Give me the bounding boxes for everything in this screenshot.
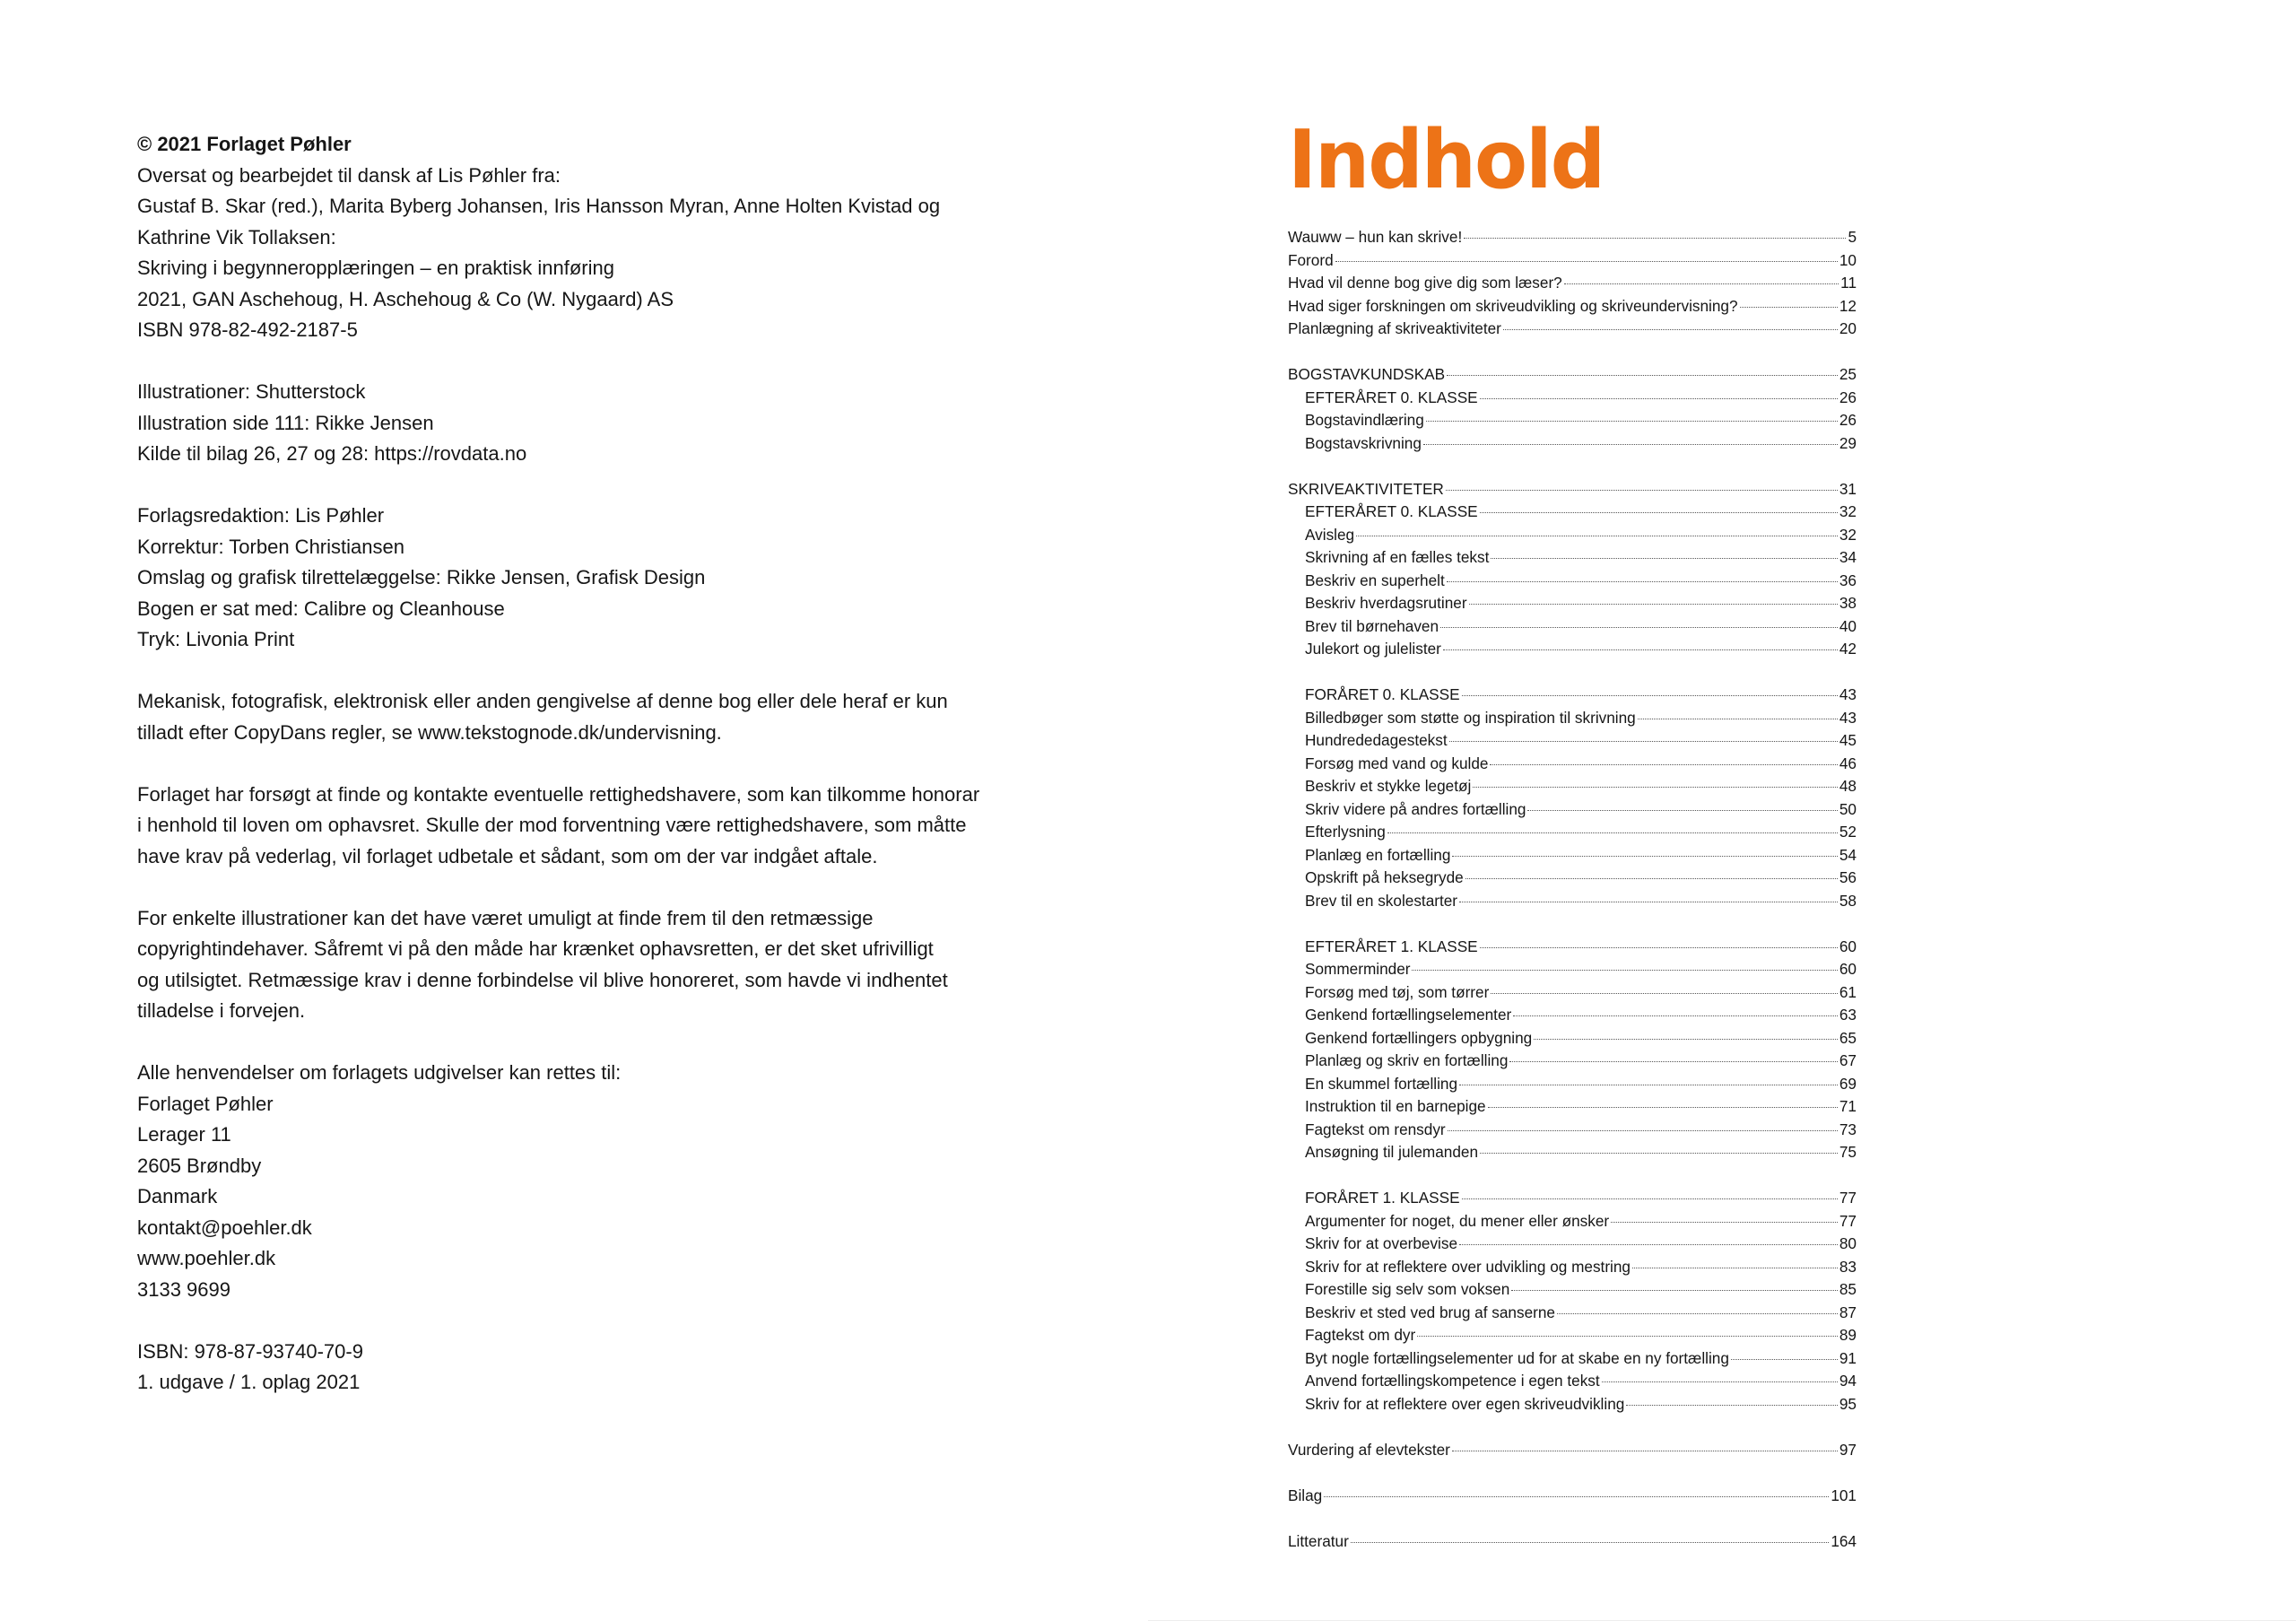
toc-entry-page-number: 25: [1839, 365, 1857, 383]
toc-entry-page-number: 40: [1839, 616, 1857, 635]
colophon-line: Forlaget har forsøgt at finde og kontakte eventuelle rettighedshavere, som kan tilkomme honorar: [137, 782, 980, 806]
colophon-line: tilladelse i forvejen.: [137, 999, 306, 1022]
toc-entry-page-number: 164: [1831, 1531, 1857, 1550]
colophon-block: [137, 686, 1034, 748]
toc-dot-leader: [1557, 1313, 1838, 1314]
toc-entry: [1288, 318, 1857, 341]
toc-entry: [1288, 1530, 1857, 1554]
toc-entry-label: Skriv for at overbevise: [1305, 1234, 1458, 1252]
toc-entry-page-number: 42: [1839, 640, 1857, 658]
toc-entry-page-number: 56: [1839, 868, 1857, 886]
toc-entry-page-number: 60: [1839, 960, 1857, 978]
colophon-line: og utilsigtet. Retmæssige krav i denne forbindelse vil blive honoreret, som havde vi indhentet: [137, 968, 948, 991]
colophon-line: 1. udgave / 1. oplag 2021: [137, 1371, 361, 1393]
toc-entry: [1288, 570, 1857, 593]
toc-entry-page-number: 60: [1839, 937, 1857, 955]
toc-dot-leader: [1447, 375, 1838, 376]
colophon-line: copyrightindehaver. Såfremt vi på den måde har krænket ophavsretten, er det sket ufrivilligt: [137, 937, 934, 960]
toc-entry: [1288, 478, 1857, 501]
toc-entry: [1288, 1050, 1857, 1073]
toc-dot-leader: [1449, 741, 1838, 742]
toc-entry: [1288, 1278, 1857, 1302]
toc-dot-leader: [1503, 329, 1838, 330]
toc-entry-label: Forestille sig selv som voksen: [1305, 1280, 1510, 1298]
toc-entry: [1288, 1004, 1857, 1027]
toc-entry-label: En skummel fortælling: [1305, 1074, 1458, 1093]
toc-entry-page-number: 71: [1839, 1097, 1857, 1115]
colophon-line: have krav på vederlag, vil forlaget udbetale et sådant, som om der var indgået aftale.: [137, 844, 878, 867]
toc-entry: [1288, 958, 1857, 981]
toc-entry-page-number: 77: [1839, 1211, 1857, 1230]
toc-entry-label: Forord: [1288, 250, 1334, 269]
copyright-line: © 2021 Forlaget Pøhler: [137, 133, 352, 155]
toc-entry: [1288, 1324, 1857, 1347]
toc-dot-leader: [1417, 1336, 1838, 1337]
toc-entry: [1288, 821, 1857, 844]
toc-entry-page-number: 43: [1839, 685, 1857, 703]
toc-entry-label: Forsøg med vand og kulde: [1305, 754, 1489, 772]
toc-entry-label: Fagtekst om dyr: [1305, 1326, 1416, 1344]
toc-dot-leader: [1491, 558, 1837, 559]
toc-entry-label: Skriv videre på andres fortælling: [1305, 799, 1526, 818]
toc-entry: [1288, 1370, 1857, 1393]
toc-entry: [1288, 1095, 1857, 1119]
toc-entry: [1288, 707, 1857, 730]
toc-entry: [1288, 1141, 1857, 1164]
toc-dot-leader: [1509, 1061, 1837, 1062]
toc-dot-leader: [1740, 307, 1838, 308]
toc-entry-page-number: 89: [1839, 1326, 1857, 1344]
toc-entry: [1288, 1302, 1857, 1325]
colophon-line: For enkelte illustrationer kan det have været umuligt at finde frem til den retmæssige: [137, 906, 874, 929]
colophon-line: Kilde til bilag 26, 27 og 28: https://rovdata.no: [137, 442, 527, 465]
colophon-line: Skriving i begynneropplæringen – en praktisk innføring: [137, 257, 614, 279]
toc-entry: [1288, 844, 1857, 867]
toc-entry-label: EFTERÅRET 0. KLASSE: [1305, 388, 1478, 406]
toc-entry-label: Planlæg og skriv en fortælling: [1305, 1051, 1509, 1069]
toc-dot-leader: [1513, 1015, 1838, 1016]
table-of-contents-page: [1288, 113, 1857, 1553]
toc-dot-leader: [1534, 1039, 1838, 1040]
toc-entry-label: Bogstavindlæring: [1305, 411, 1424, 429]
toc-entry-label: EFTERÅRET 1. KLASSE: [1305, 937, 1478, 955]
toc-dot-leader: [1527, 810, 1837, 811]
toc-dot-leader: [1351, 1542, 1829, 1543]
toc-entry: [1288, 1439, 1857, 1462]
toc-entry-page-number: 48: [1839, 777, 1857, 795]
toc-entry-label: Beskriv en superhelt: [1305, 571, 1445, 589]
toc-dot-leader: [1602, 1381, 1838, 1382]
toc-dot-leader: [1423, 444, 1838, 445]
colophon-line: i henhold til loven om ophavsret. Skulle der mod forventning være rettighedshavere, som måtte: [137, 814, 967, 836]
toc-entry: [1288, 363, 1857, 387]
toc-dot-leader: [1488, 1107, 1838, 1108]
toc-dot-leader: [1731, 1359, 1838, 1360]
toc-entry-page-number: 12: [1839, 296, 1857, 315]
toc-entry-label: SKRIVEAKTIVITETER: [1288, 479, 1444, 498]
toc-dot-leader: [1448, 1130, 1838, 1131]
colophon-line: Illustration side 111: Rikke Jensen: [137, 411, 434, 434]
toc-entry: [1288, 890, 1857, 913]
colophon-line: Forlagsredaktion: Lis Pøhler: [137, 504, 385, 527]
toc-entry-page-number: 77: [1839, 1189, 1857, 1207]
toc-entry: [1288, 501, 1857, 524]
colophon-line: Bogen er sat med: Calibre og Cleanhouse: [137, 597, 505, 620]
colophon-block: [137, 1058, 1034, 1305]
toc-entry-label: Efterlysning: [1305, 823, 1386, 841]
toc-entry-label: Sommerminder: [1305, 960, 1411, 978]
colophon-line: Oversat og bearbejdet til dansk af Lis Pøhler fra:: [137, 163, 561, 187]
toc-entry-page-number: 45: [1839, 731, 1857, 749]
toc-entry: [1288, 1256, 1857, 1279]
toc-entry: [1288, 295, 1857, 318]
toc-entry: [1288, 615, 1857, 639]
colophon-line: Lerager 11: [137, 1123, 231, 1146]
toc-entry: [1288, 867, 1857, 890]
toc-entry-label: Billedbøger som støtte og inspiration til skrivning: [1305, 708, 1636, 727]
toc-entry-label: Litteratur: [1288, 1531, 1349, 1550]
toc-entry-label: Opskrift på heksegryde: [1305, 868, 1464, 886]
toc-dot-leader: [1464, 238, 1846, 239]
toc-entry-label: Skriv for at reflektere over udvikling og mestring: [1305, 1257, 1631, 1276]
toc-entry-label: Genkend fortællingselementer: [1305, 1006, 1512, 1024]
toc-entry-page-number: 101: [1831, 1486, 1857, 1504]
toc-entry-label: Beskriv et stykke legetøj: [1305, 777, 1472, 795]
toc-entry-page-number: 75: [1839, 1143, 1857, 1161]
toc-dot-leader: [1473, 787, 1838, 788]
toc-entry-label: Planlægning af skriveaktiviteter: [1288, 319, 1501, 337]
toc-dot-leader: [1443, 649, 1838, 650]
toc-entry-label: Planlæg en fortælling: [1305, 845, 1451, 864]
toc-entry-label: BOGSTAVKUNDSKAB: [1288, 365, 1446, 383]
toc-list: [1288, 226, 1857, 1553]
toc-entry-page-number: 73: [1839, 1120, 1857, 1138]
toc-dot-leader: [1462, 1198, 1838, 1199]
toc-entry-page-number: 26: [1839, 411, 1857, 429]
toc-entry-label: Beskriv et sted ved brug af sanserne: [1305, 1303, 1555, 1321]
toc-entry: [1288, 226, 1857, 249]
toc-dot-leader: [1480, 1153, 1838, 1154]
toc-entry-page-number: 46: [1839, 754, 1857, 772]
toc-entry-label: Skriv for at reflektere over egen skriveudvikling: [1305, 1394, 1625, 1413]
toc-entry-label: FORÅRET 0. KLASSE: [1305, 685, 1460, 703]
toc-dot-leader: [1447, 581, 1838, 582]
toc-entry: [1288, 684, 1857, 707]
toc-entry-page-number: 50: [1839, 799, 1857, 818]
colophon-block: [137, 501, 1034, 656]
toc-entry-page-number: 63: [1839, 1006, 1857, 1024]
toc-entry-page-number: 31: [1839, 479, 1857, 498]
colophon-line: Kathrine Vik Tollaksen:: [137, 225, 336, 248]
toc-entry-page-number: 20: [1839, 319, 1857, 337]
toc-entry-page-number: 87: [1839, 1303, 1857, 1321]
toc-entry-label: Beskriv hverdagsrutiner: [1305, 594, 1467, 612]
toc-entry: [1288, 981, 1857, 1005]
toc-entry-page-number: 97: [1839, 1440, 1857, 1459]
colophon-line: ISBN: 978-87-93740-70-9: [137, 1339, 363, 1363]
toc-entry-label: Hvad vil denne bog give dig som læser?: [1288, 274, 1562, 292]
toc-dot-leader: [1387, 832, 1838, 833]
toc-entry-label: Brev til børnehaven: [1305, 616, 1439, 635]
colophon-line: 3133 9699: [137, 1277, 230, 1301]
toc-entry-page-number: 34: [1839, 548, 1857, 566]
colophon-line: Alle henvendelser om forlagets udgivelser kan rettes til:: [137, 1061, 622, 1084]
toc-entry: [1288, 1027, 1857, 1050]
colophon-block: [137, 780, 1034, 873]
toc-entry-label: Brev til en skolestarter: [1305, 891, 1458, 910]
toc-dot-leader: [1611, 1222, 1838, 1223]
colophon-line: 2605 Brøndby: [137, 1154, 262, 1177]
colophon-line: kontakt@poehler.dk: [137, 1216, 312, 1239]
toc-entry-label: Bilag: [1288, 1486, 1323, 1504]
colophon-line: Danmark: [137, 1185, 218, 1207]
toc-entry: [1288, 1210, 1857, 1233]
colophon-line: 2021, GAN Aschehoug, H. Aschehoug & Co (W. Nygaard) AS: [137, 287, 674, 310]
toc-entry-page-number: 52: [1839, 823, 1857, 841]
toc-entry-page-number: 5: [1848, 228, 1857, 246]
toc-entry-page-number: 58: [1839, 891, 1857, 910]
toc-entry: [1288, 1119, 1857, 1142]
toc-entry-label: Skrivning af en fælles tekst: [1305, 548, 1490, 566]
colophon-line: ISBN 978-82-492-2187-5: [137, 318, 358, 341]
toc-entry: [1288, 592, 1857, 615]
toc-entry: [1288, 249, 1857, 273]
toc-dot-leader: [1459, 1244, 1838, 1245]
toc-entry-page-number: 10: [1839, 250, 1857, 269]
toc-entry-label: EFTERÅRET 0. KLASSE: [1305, 502, 1478, 520]
toc-entry: [1288, 272, 1857, 295]
colophon-block: [137, 903, 1034, 1027]
toc-entry-label: Vurdering af elevtekster: [1288, 1440, 1450, 1459]
toc-dot-leader: [1490, 764, 1837, 765]
toc-dot-leader: [1626, 1405, 1838, 1406]
toc-entry-label: Bogstavskrivning: [1305, 433, 1422, 452]
toc-entry: [1288, 1347, 1857, 1371]
colophon-block: [137, 129, 1034, 346]
toc-entry-label: Genkend fortællingers opbygning: [1305, 1028, 1533, 1047]
toc-entry: [1288, 387, 1857, 410]
toc-entry-label: Ansøgning til julemanden: [1305, 1143, 1478, 1161]
toc-entry-page-number: 61: [1839, 982, 1857, 1001]
colophon-page: [137, 129, 1034, 1429]
toc-entry: [1288, 546, 1857, 570]
toc-entry-label: Instruktion til en barnepige: [1305, 1097, 1486, 1115]
toc-entry-page-number: 26: [1839, 388, 1857, 406]
toc-entry-page-number: 11: [1840, 274, 1857, 292]
toc-entry-page-number: 91: [1839, 1348, 1857, 1367]
toc-entry: [1288, 1073, 1857, 1096]
toc-dot-leader: [1335, 261, 1838, 262]
toc-entry-page-number: 54: [1839, 845, 1857, 864]
toc-entry-label: FORÅRET 1. KLASSE: [1305, 1189, 1460, 1207]
toc-dot-leader: [1446, 490, 1838, 491]
toc-dot-leader: [1480, 398, 1838, 399]
toc-entry-label: Hundrededagestekst: [1305, 731, 1448, 749]
colophon-line: Forlaget Pøhler: [137, 1092, 274, 1115]
toc-entry-page-number: 67: [1839, 1051, 1857, 1069]
toc-entry-page-number: 95: [1839, 1394, 1857, 1413]
colophon-line: Tryk: Livonia Print: [137, 628, 295, 650]
toc-entry: [1288, 1187, 1857, 1210]
colophon-block: [137, 1337, 1034, 1399]
colophon-line: Korrektur: Torben Christiansen: [137, 535, 404, 558]
toc-entry: [1288, 1233, 1857, 1256]
toc-entry-label: Avisleg: [1305, 525, 1355, 544]
toc-entry-page-number: 65: [1839, 1028, 1857, 1047]
toc-entry-label: Hvad siger forskningen om skriveudvikling og skriveundervisning?: [1288, 296, 1738, 315]
colophon-line: Mekanisk, fotografisk, elektronisk eller anden gengivelse af denne bog eller dele heraf er kun: [137, 690, 948, 712]
toc-entry-page-number: 94: [1839, 1372, 1857, 1390]
toc-dot-leader: [1469, 604, 1838, 605]
toc-entry-label: Fagtekst om rensdyr: [1305, 1120, 1446, 1138]
toc-dot-leader: [1452, 856, 1837, 857]
toc-entry: [1288, 729, 1857, 753]
toc-entry-page-number: 83: [1839, 1257, 1857, 1276]
toc-dot-leader: [1465, 878, 1838, 879]
toc-entry-page-number: 32: [1839, 525, 1857, 544]
toc-entry-page-number: 80: [1839, 1234, 1857, 1252]
toc-entry-label: Argumenter for noget, du mener eller ønsker: [1305, 1211, 1610, 1230]
toc-entry-label: Byt nogle fortællingselementer ud for at skabe en ny fortælling: [1305, 1348, 1729, 1367]
toc-dot-leader: [1491, 993, 1838, 994]
toc-dot-leader: [1412, 970, 1837, 971]
toc-entry: [1288, 753, 1857, 776]
colophon-line: www.poehler.dk: [137, 1247, 276, 1269]
colophon-line: tilladt efter CopyDans regler, se www.tekstognode.dk/undervisning.: [137, 720, 722, 744]
toc-entry-page-number: 69: [1839, 1074, 1857, 1093]
toc-dot-leader: [1480, 947, 1838, 948]
colophon-line: Omslag og grafisk tilrettelæggelse: Rikke Jensen, Grafisk Design: [137, 566, 706, 588]
toc-entry: [1288, 409, 1857, 432]
toc-dot-leader: [1480, 512, 1838, 513]
toc-entry-label: Julekort og julelister: [1305, 640, 1441, 658]
toc-dot-leader: [1426, 421, 1838, 422]
toc-entry-label: Anvend fortællingskompetence i egen tekst: [1305, 1372, 1600, 1390]
colophon-block: [137, 377, 1034, 470]
toc-entry: [1288, 432, 1857, 456]
toc-entry: [1288, 638, 1857, 661]
toc-entry: [1288, 1393, 1857, 1416]
toc-entry-label: Forsøg med tøj, som tørrer: [1305, 982, 1490, 1001]
toc-entry: [1288, 1485, 1857, 1508]
toc-entry-page-number: 38: [1839, 594, 1857, 612]
toc-dot-leader: [1462, 695, 1838, 696]
toc-entry: [1288, 775, 1857, 798]
toc-entry-page-number: 85: [1839, 1280, 1857, 1298]
toc-entry: [1288, 936, 1857, 959]
toc-entry-page-number: 32: [1839, 502, 1857, 520]
toc-dot-leader: [1564, 283, 1839, 284]
toc-dot-leader: [1511, 1290, 1838, 1291]
toc-entry-page-number: 29: [1839, 433, 1857, 452]
colophon-line: Illustrationer: Shutterstock: [137, 380, 366, 403]
toc-entry: [1288, 524, 1857, 547]
toc-title: Indhold: [1288, 113, 1605, 207]
toc-dot-leader: [1440, 627, 1838, 628]
toc-entry-page-number: 43: [1839, 708, 1857, 727]
colophon-line: Gustaf B. Skar (red.), Marita Byberg Johansen, Iris Hansson Myran, Anne Holten Kvistad og: [137, 195, 941, 217]
toc-dot-leader: [1324, 1496, 1829, 1497]
toc-entry: [1288, 798, 1857, 822]
toc-entry-page-number: 36: [1839, 571, 1857, 589]
toc-entry-label: Wauww – hun kan skrive!: [1288, 228, 1463, 246]
